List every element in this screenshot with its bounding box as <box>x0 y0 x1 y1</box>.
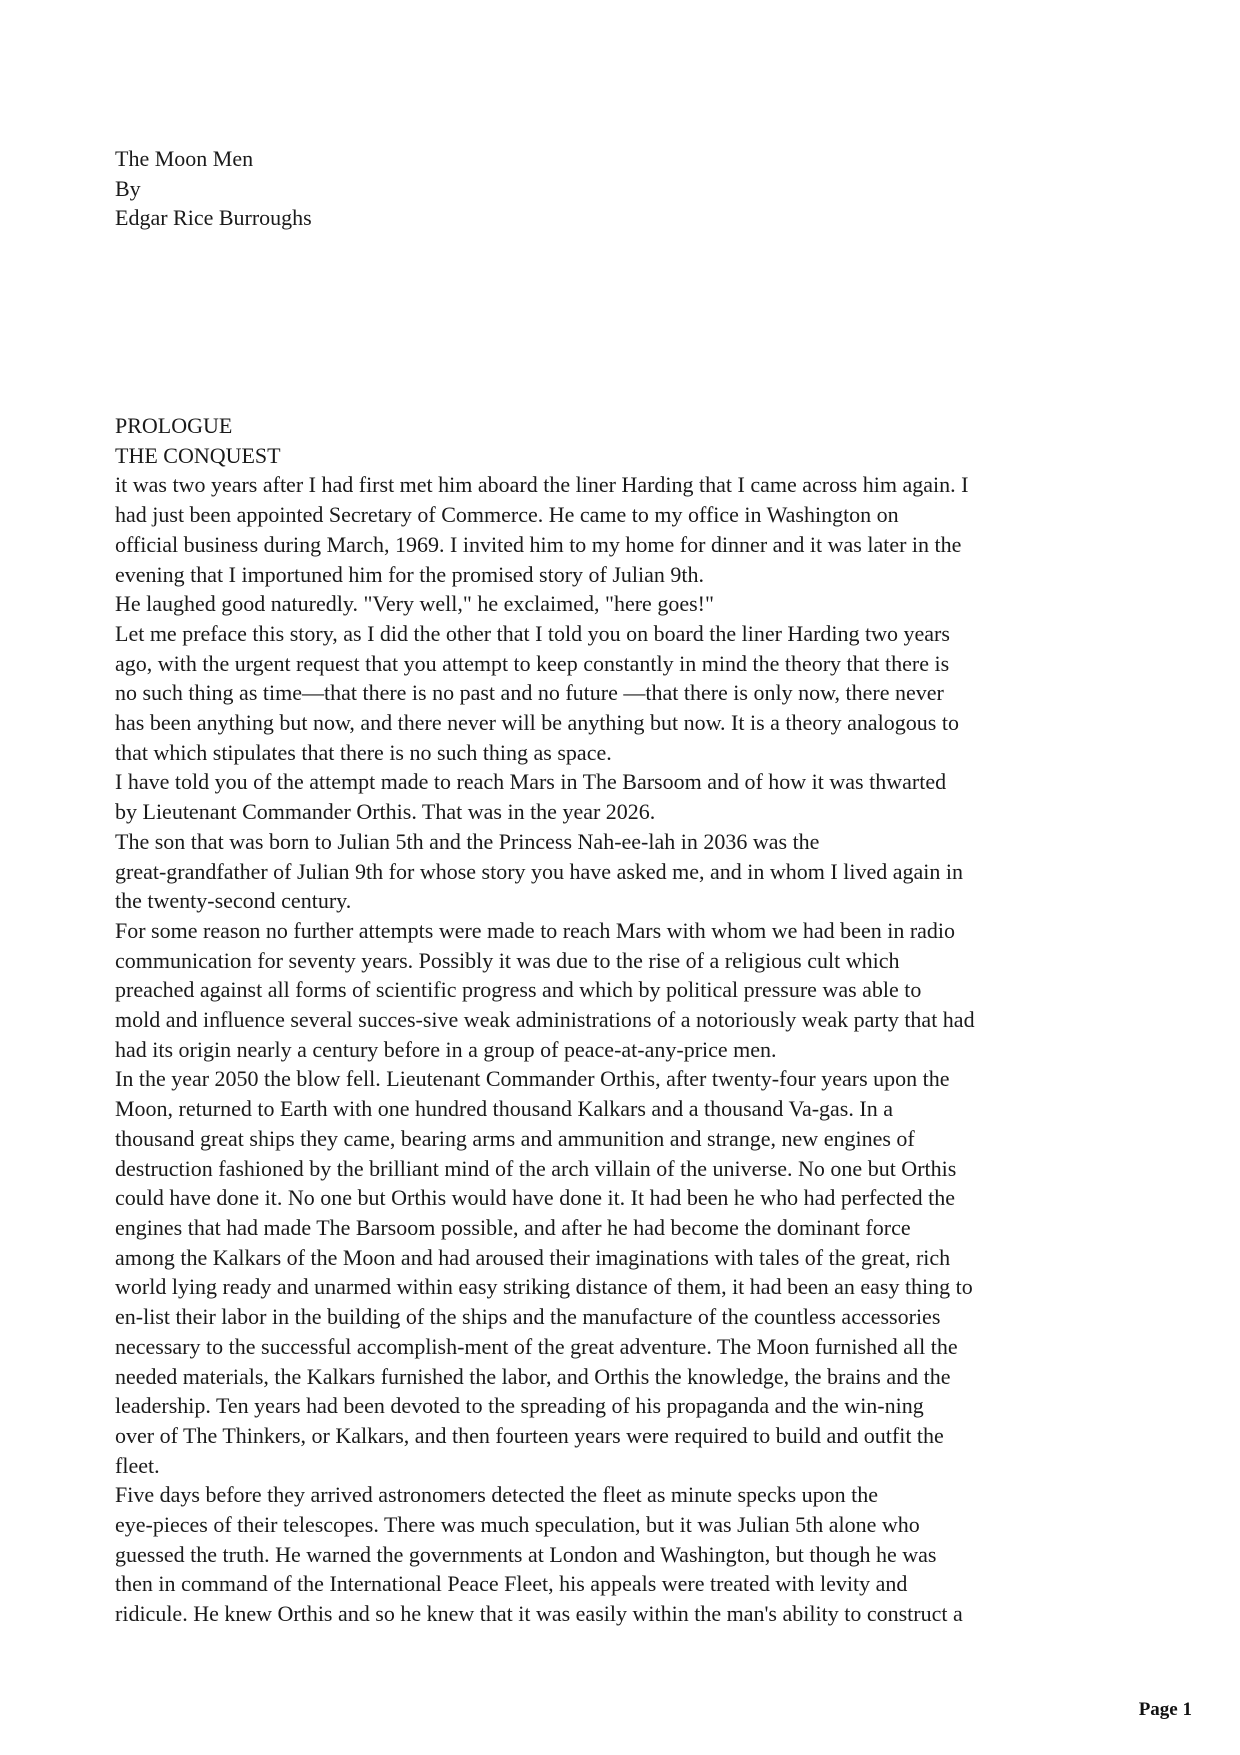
text-line: guessed the truth. He warned the governments at London and Washington, but though he was <box>115 1541 937 1567</box>
text-line: communication for seventy years. Possibly it was due to the rise of a religious cult which <box>115 947 900 973</box>
text-line: by Lieutenant Commander Orthis. That was in the year 2026. <box>115 799 656 825</box>
text-line: Edgar Rice Burroughs <box>115 205 312 231</box>
title-block <box>115 144 1192 233</box>
text-line: preached against all forms of scientific progress and which by political pressure was able to <box>115 977 922 1003</box>
text-line: destruction fashioned by the brilliant mind of the arch villain of the universe. No one but Orthis <box>115 1155 957 1181</box>
text-line: the twenty-second century. <box>115 888 352 914</box>
text-line: The son that was born to Julian 5th and the Princess Nah-ee-lah in 2036 was the <box>115 828 820 854</box>
page-number: Page 1 <box>1138 1699 1192 1720</box>
text-line: great-grandfather of Julian 9th for whose story you have asked me, and in whom I lived again in <box>115 858 963 884</box>
text-line: mold and influence several succes-sive weak administrations of a notoriously weak party that had <box>115 1007 975 1033</box>
text-line: among the Kalkars of the Moon and had aroused their imaginations with tales of the great, rich <box>115 1244 951 1270</box>
text-line: I have told you of the attempt made to reach Mars in The Barsoom and of how it was thwarted <box>115 769 947 795</box>
text-line: thousand great ships they came, bearing arms and ammunition and strange, new engines of <box>115 1125 915 1151</box>
text-line: Five days before they arrived astronomers detected the fleet as minute specks upon the <box>115 1482 879 1508</box>
text-line: no such thing as time—that there is no past and no future —that there is only now, there never <box>115 680 944 706</box>
text-line: it was two years after I had first met him aboard the liner Harding that I came across him again. I <box>115 472 969 498</box>
text-line: engines that had made The Barsoom possible, and after he had become the dominant force <box>115 1214 911 1240</box>
text-line: Moon, returned to Earth with one hundred thousand Kalkars and a thousand Va-gas. In a <box>115 1096 893 1122</box>
text-line: needed materials, the Kalkars furnished the labor, and Orthis the knowledge, the brains and the <box>115 1363 951 1389</box>
text-line: ago, with the urgent request that you attempt to keep constantly in mind the theory that there is <box>115 650 950 676</box>
text-line: ridicule. He knew Orthis and so he knew that it was easily within the man's ability to construct a <box>115 1601 963 1627</box>
text-line: had just been appointed Secretary of Commerce. He came to my office in Washington on <box>115 502 899 528</box>
text-line: By <box>115 175 141 201</box>
text-line: Let me preface this story, as I did the other that I told you on board the liner Harding two years <box>115 620 950 646</box>
text-line: The Moon Men <box>115 146 254 171</box>
text-line: THE CONQUEST <box>115 442 281 468</box>
text-line: world lying ready and unarmed within easy striking distance of them, it had been an easy thing to <box>115 1274 973 1300</box>
text-line: In the year 2050 the blow fell. Lieutenant Commander Orthis, after twenty-four years upon the <box>115 1066 950 1092</box>
text-line: fleet. <box>115 1452 160 1478</box>
text-line: PROLOGUE <box>115 413 233 438</box>
text-line: that which stipulates that there is no such thing as space. <box>115 739 612 765</box>
text-line: necessary to the successful accomplish-ment of the great adventure. The Moon furnished all the <box>115 1333 958 1359</box>
text-line: leadership. Ten years had been devoted to the spreading of his propaganda and the win-ning <box>115 1393 924 1419</box>
text-line: en-list their labor in the building of the ships and the manufacture of the countless accessories <box>115 1304 941 1330</box>
text-line: evening that I importuned him for the promised story of Julian 9th. <box>115 561 705 587</box>
text-line: had its origin nearly a century before in a group of peace-at-any-price men. <box>115 1036 777 1062</box>
text-line: He laughed good naturedly. "Very well," he exclaimed, "here goes!" <box>115 591 714 617</box>
text-line: over of The Thinkers, or Kalkars, and then fourteen years were required to build and outfit the <box>115 1422 944 1448</box>
text-line: could have done it. No one but Orthis would have done it. It had been he who had perfected the <box>115 1185 956 1211</box>
text-line: official business during March, 1969. I invited him to my home for dinner and it was later in the <box>115 531 962 557</box>
text-line: For some reason no further attempts were made to reach Mars with whom we had been in radio <box>115 917 956 943</box>
text-line: eye-pieces of their telescopes. There was much speculation, but it was Julian 5th alone who <box>115 1512 920 1538</box>
body-text <box>115 411 1192 1629</box>
text-line: then in command of the International Peace Fleet, his appeals were treated with levity and <box>115 1571 908 1597</box>
text-line: has been anything but now, and there never will be anything but now. It is a theory analogous to <box>115 710 959 736</box>
